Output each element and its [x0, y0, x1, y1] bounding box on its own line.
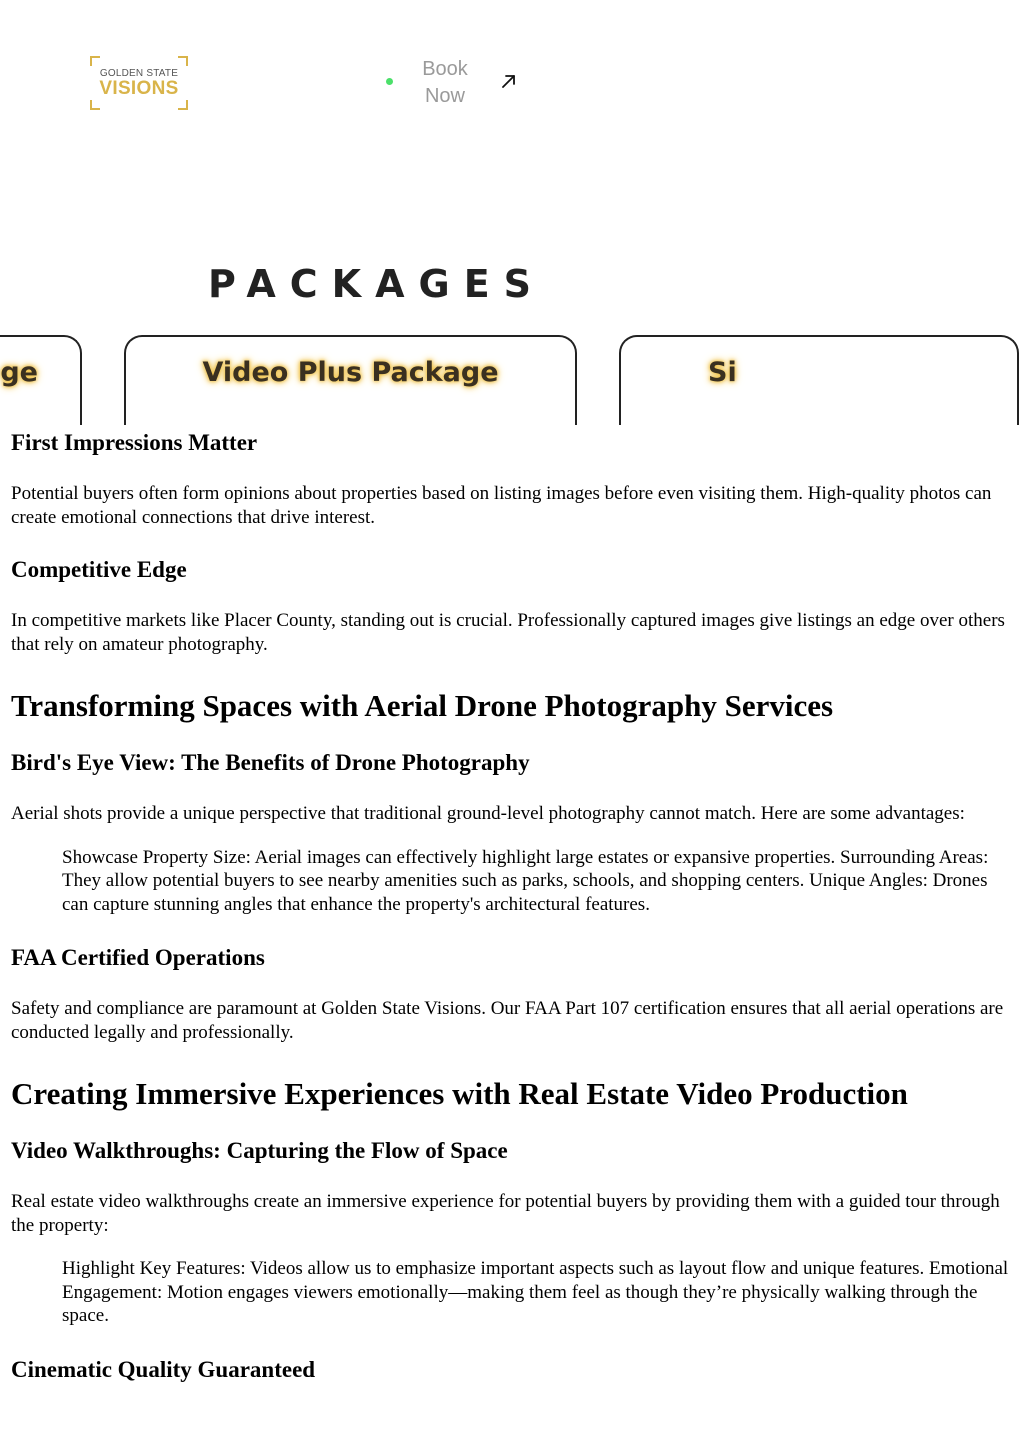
section-paragraph: Real estate video walkthroughs create an immersive experience for potential buyers by providing them with a guided tour through the property:	[11, 1191, 1000, 1236]
logo[interactable]	[90, 56, 188, 110]
package-tab-next[interactable]	[619, 335, 1019, 425]
logo-text-bottom: VISIONS	[99, 78, 179, 99]
section-title-drone: Transforming Spaces with Aerial Drone Photography Services	[11, 688, 834, 723]
section-paragraph: Potential buyers often form opinions about properties based on listing images before even visiting them. High-quality photos can create emotional connections that drive interest.	[11, 483, 992, 528]
status-dot	[386, 78, 393, 85]
section-heading: First Impressions Matter	[11, 430, 258, 455]
section-blockquote: Showcase Property Size: Aerial images can effectively highlight large estates or expansive properties. Surrounding Areas: They allow potential buyers to see nearby amenities such as parks, schools, and shopping centers. Unique Angles: Drones can capture stunning angles that enhance the property's architectural features.	[62, 846, 989, 915]
package-tab-label: Si	[708, 357, 737, 388]
package-tab-label: ge	[0, 357, 38, 388]
logo-corner	[178, 56, 188, 66]
logo-corner	[178, 100, 188, 110]
package-tab-label: Video Plus Package	[202, 357, 499, 388]
packages-title: PACKAGES	[208, 262, 546, 306]
section-title-video: Creating Immersive Experiences with Real Estate Video Production	[11, 1076, 908, 1111]
package-tab-video-plus[interactable]	[124, 335, 577, 425]
section-heading: FAA Certified Operations	[11, 945, 265, 970]
section-heading: Competitive Edge	[11, 557, 187, 582]
package-tab-prev[interactable]	[0, 335, 82, 425]
article-content	[11, 428, 1013, 1385]
arrow-up-right-icon[interactable]	[498, 70, 520, 92]
logo-text-top: GOLDEN STATE	[99, 68, 179, 79]
book-now-line1: Book	[422, 58, 468, 80]
section-blockquote: Highlight Key Features: Videos allow us to emphasize important aspects such as layout flow and unique features. Emotional Engagement: Motion engages viewers emotionally—making them feel as though they’re physically walking through the space.	[62, 1258, 1009, 1326]
section-heading: Bird's Eye View: The Benefits of Drone Photography	[11, 750, 530, 775]
package-tabs-carousel[interactable]	[0, 334, 737, 407]
section-paragraph: In competitive markets like Placer County, standing out is crucial. Professionally captured images give listings an edge over others that rely on amateur photography.	[11, 610, 1005, 655]
logo-corner	[90, 56, 100, 66]
book-now-link[interactable]	[412, 56, 478, 110]
book-now-line2: Now	[424, 85, 465, 107]
section-paragraph: Safety and compliance are paramount at Golden State Visions. Our FAA Part 107 certification ensures that all aerial operations are conducted legally and professionally.	[11, 998, 1004, 1043]
section-heading: Video Walkthroughs: Capturing the Flow of Space	[11, 1138, 508, 1163]
logo-corner	[90, 100, 100, 110]
section-heading: Cinematic Quality Guaranteed	[11, 1356, 316, 1382]
section-paragraph: Aerial shots provide a unique perspective that traditional ground-level photography cannot match. Here are some advantages:	[11, 803, 965, 824]
